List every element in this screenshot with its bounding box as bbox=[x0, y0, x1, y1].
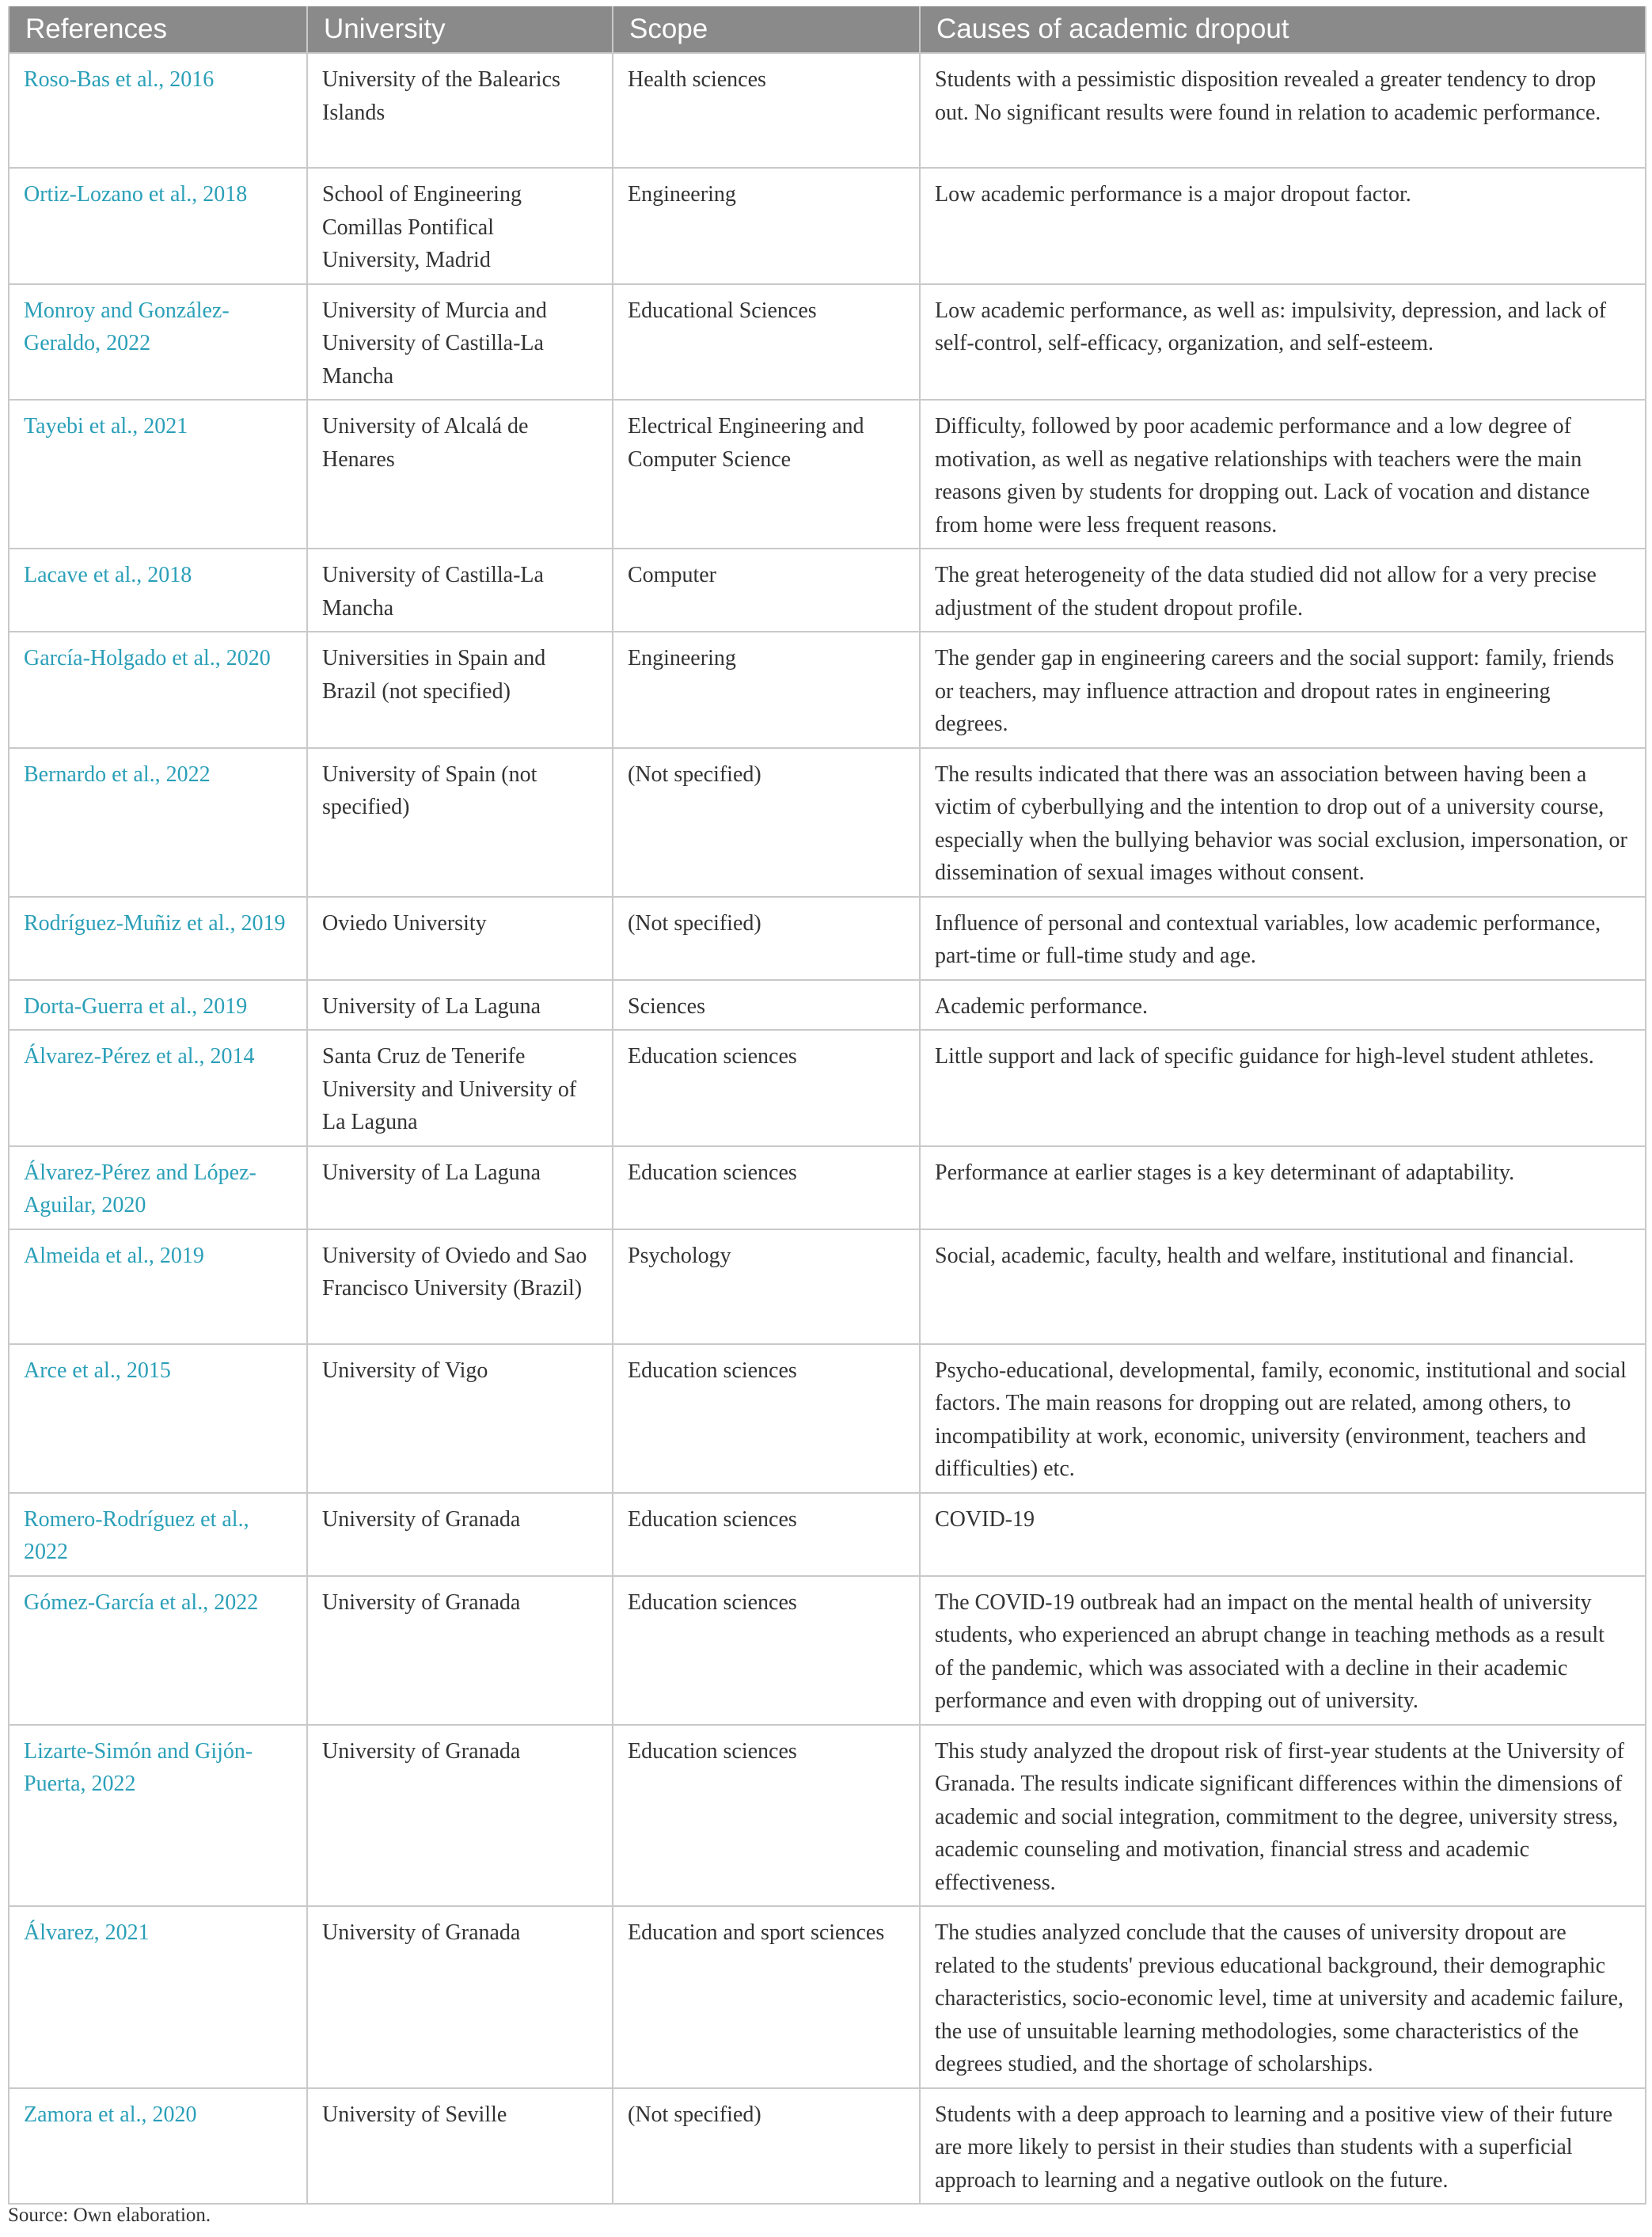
scope-cell: Education sciences bbox=[613, 1725, 920, 1907]
causes-cell: COVID-19 bbox=[920, 1493, 1646, 1576]
causes-cell: Performance at earlier stages is a key determinant of adaptability. bbox=[920, 1146, 1646, 1229]
table-container bbox=[8, 6, 1645, 2205]
causes-cell: The results indicated that there was an association between having been a victim of cyberbullying and the intention to drop out of a university course, especially when the bullying behavior was social exclusion, impersonation, or dissemination of sexual images without consent. bbox=[920, 748, 1646, 897]
university-cell: University of Granada bbox=[307, 1493, 613, 1576]
causes-cell: The COVID-19 outbreak had an impact on the mental health of university students, who experienced an abrupt change in teaching methods as a result of the pandemic, which was associated with a decline in their academic performance and even with dropping out of university. bbox=[920, 1576, 1646, 1725]
causes-cell: The studies analyzed conclude that the causes of university dropout are related to the students' previous educational background, their demographic characteristics, socio-economic level, time at university and academic failure, the use of unsuitable learning methodologies, some characteristics of the degrees studied, and the shortage of scholarships. bbox=[920, 1906, 1646, 2088]
scope-cell: (Not specified) bbox=[613, 2088, 920, 2205]
scope-cell: Health sciences bbox=[613, 53, 920, 168]
university-cell: University of Granada bbox=[307, 1576, 613, 1725]
table-row bbox=[9, 1725, 1646, 1907]
university-cell: University of Seville bbox=[307, 2088, 613, 2205]
table-row bbox=[9, 1030, 1646, 1146]
causes-cell: The great heterogeneity of the data studied did not allow for a very precise adjustment of the student dropout profile. bbox=[920, 549, 1646, 632]
table-row bbox=[9, 284, 1646, 401]
university-cell: University of Vigo bbox=[307, 1344, 613, 1493]
ref-link[interactable]: Almeida et al., 2019 bbox=[9, 1229, 307, 1344]
ref-link[interactable]: Ortiz-Lozano et al., 2018 bbox=[9, 168, 307, 284]
causes-cell: Students with a deep approach to learning and a positive view of their future are more likely to persist in their studies than students with a superficial approach to learning and a negative outlook on the future. bbox=[920, 2088, 1646, 2205]
table-row bbox=[9, 1229, 1646, 1344]
university-cell: University of Granada bbox=[307, 1725, 613, 1907]
causes-cell: Low academic performance is a major dropout factor. bbox=[920, 168, 1646, 284]
scope-cell: Engineering bbox=[613, 632, 920, 748]
ref-link[interactable]: Bernardo et al., 2022 bbox=[9, 748, 307, 897]
scope-cell: Education sciences bbox=[613, 1493, 920, 1576]
ref-link[interactable]: Gómez-García et al., 2022 bbox=[9, 1576, 307, 1725]
scope-cell: Education sciences bbox=[613, 1576, 920, 1725]
causes-cell: Difficulty, followed by poor academic performance and a low degree of motivation, as well as negative relationships with teachers were the main reasons given by students for dropping out. Lack of vocation and distance from home were less frequent reasons. bbox=[920, 400, 1646, 549]
university-cell: University of La Laguna bbox=[307, 980, 613, 1031]
table-row bbox=[9, 1576, 1646, 1725]
header-university: University bbox=[307, 6, 613, 53]
table-body bbox=[9, 53, 1646, 2204]
scope-cell: Education and sport sciences bbox=[613, 1906, 920, 2088]
table-row bbox=[9, 748, 1646, 897]
ref-link[interactable]: Dorta-Guerra et al., 2019 bbox=[9, 980, 307, 1031]
university-cell: University of Granada bbox=[307, 1906, 613, 2088]
causes-cell: Social, academic, faculty, health and welfare, institutional and financial. bbox=[920, 1229, 1646, 1344]
ref-link[interactable]: García-Holgado et al., 2020 bbox=[9, 632, 307, 748]
header-causes: Causes of academic dropout bbox=[920, 6, 1646, 53]
ref-link[interactable]: Monroy and González-Geraldo, 2022 bbox=[9, 284, 307, 401]
scope-cell: Computer bbox=[613, 549, 920, 632]
university-cell: School of Engineering Comillas Pontifical University, Madrid bbox=[307, 168, 613, 284]
table-row bbox=[9, 980, 1646, 1031]
table-row bbox=[9, 168, 1646, 284]
table-row bbox=[9, 897, 1646, 980]
university-cell: Santa Cruz de Tenerife University and University of La Laguna bbox=[307, 1030, 613, 1146]
university-cell: University of Murcia and University of Castilla-La Mancha bbox=[307, 284, 613, 401]
ref-link[interactable]: Lizarte-Simón and Gijón-Puerta, 2022 bbox=[9, 1725, 307, 1907]
scope-cell: Education sciences bbox=[613, 1344, 920, 1493]
table-row bbox=[9, 549, 1646, 632]
ref-link[interactable]: Roso-Bas et al., 2016 bbox=[9, 53, 307, 168]
table-row bbox=[9, 1146, 1646, 1229]
scope-cell: (Not specified) bbox=[613, 897, 920, 980]
scope-cell: Psychology bbox=[613, 1229, 920, 1344]
causes-cell: Students with a pessimistic disposition revealed a greater tendency to drop out. No significant results were found in relation to academic performance. bbox=[920, 53, 1646, 168]
table-row bbox=[9, 2088, 1646, 2205]
causes-cell: This study analyzed the dropout risk of first-year students at the University of Granada. The results indicate significant differences within the dimensions of academic and social integration, commitment to the degree, university stress, academic counseling and motivation, financial stress and academic effectiveness. bbox=[920, 1725, 1646, 1907]
causes-cell: Little support and lack of specific guidance for high-level student athletes. bbox=[920, 1030, 1646, 1146]
table-header-row bbox=[9, 6, 1646, 53]
causes-cell: Psycho-educational, developmental, family, economic, institutional and social factors. The main reasons for dropping out are related, among others, to incompatibility at work, economic, university (environment, teachers and difficulties) etc. bbox=[920, 1344, 1646, 1493]
table-row bbox=[9, 1493, 1646, 1576]
university-cell: Oviedo University bbox=[307, 897, 613, 980]
university-cell: University of Alcalá de Henares bbox=[307, 400, 613, 549]
source-note: Source: Own elaboration. bbox=[8, 2205, 211, 2226]
causes-cell: The gender gap in engineering careers and the social support: family, friends or teachers, may influence attraction and dropout rates in engineering degrees. bbox=[920, 632, 1646, 748]
scope-cell: Educational Sciences bbox=[613, 284, 920, 401]
ref-link[interactable]: Álvarez-Pérez and López-Aguilar, 2020 bbox=[9, 1146, 307, 1229]
header-references: References bbox=[9, 6, 307, 53]
table-row bbox=[9, 1344, 1646, 1493]
university-cell: University of Spain (not specified) bbox=[307, 748, 613, 897]
table-row bbox=[9, 1906, 1646, 2088]
header-scope: Scope bbox=[613, 6, 920, 53]
university-cell: University of Castilla-La Mancha bbox=[307, 549, 613, 632]
table-row bbox=[9, 400, 1646, 549]
table-row bbox=[9, 53, 1646, 168]
causes-cell: Influence of personal and contextual variables, low academic performance, part-time or full-time study and age. bbox=[920, 897, 1646, 980]
university-cell: University of La Laguna bbox=[307, 1146, 613, 1229]
scope-cell: Electrical Engineering and Computer Science bbox=[613, 400, 920, 549]
university-cell: Universities in Spain and Brazil (not specified) bbox=[307, 632, 613, 748]
causes-cell: Academic performance. bbox=[920, 980, 1646, 1031]
scope-cell: Engineering bbox=[613, 168, 920, 284]
scope-cell: Education sciences bbox=[613, 1146, 920, 1229]
ref-link[interactable]: Rodríguez-Muñiz et al., 2019 bbox=[9, 897, 307, 980]
scope-cell: Education sciences bbox=[613, 1030, 920, 1146]
scope-cell: Sciences bbox=[613, 980, 920, 1031]
ref-link[interactable]: Arce et al., 2015 bbox=[9, 1344, 307, 1493]
ref-link[interactable]: Lacave et al., 2018 bbox=[9, 549, 307, 632]
ref-link[interactable]: Álvarez-Pérez et al., 2014 bbox=[9, 1030, 307, 1146]
ref-link[interactable]: Zamora et al., 2020 bbox=[9, 2088, 307, 2205]
causes-cell: Low academic performance, as well as: impulsivity, depression, and lack of self-control, self-efficacy, organization, and self-esteem. bbox=[920, 284, 1646, 401]
ref-link[interactable]: Tayebi et al., 2021 bbox=[9, 400, 307, 549]
dropout-causes-table bbox=[8, 6, 1646, 2205]
university-cell: University of the Balearics Islands bbox=[307, 53, 613, 168]
ref-link[interactable]: Álvarez, 2021 bbox=[9, 1906, 307, 2088]
ref-link[interactable]: Romero-Rodríguez et al., 2022 bbox=[9, 1493, 307, 1576]
scope-cell: (Not specified) bbox=[613, 748, 920, 897]
university-cell: University of Oviedo and Sao Francisco University (Brazil) bbox=[307, 1229, 613, 1344]
table-row bbox=[9, 632, 1646, 748]
